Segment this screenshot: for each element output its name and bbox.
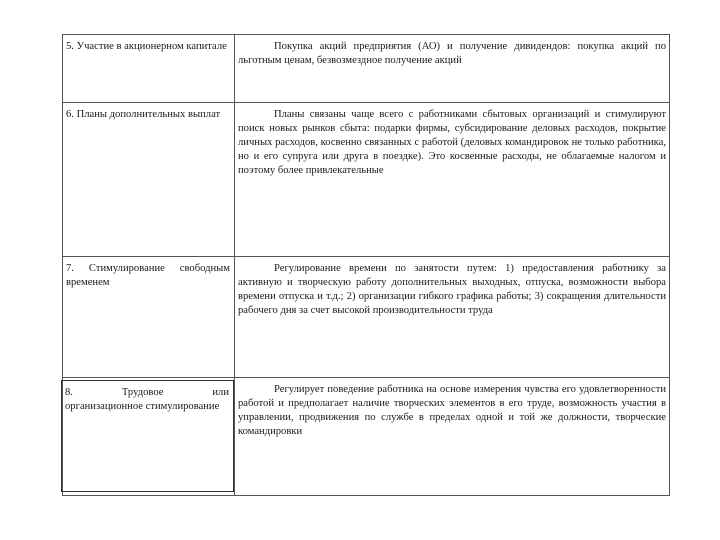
- row-description: Регулирует поведение работника на основе измерения чувства его удовлетворенности работой и предполагает наличие творческих элементов в его труде, возможность участия в управлении, продвижения по службе в пределах одной и той же должности, творческие командировки: [234, 378, 669, 495]
- table-row: [63, 378, 669, 496]
- row-category-line1: 8. Трудовое или: [65, 387, 229, 398]
- row-category: [61, 380, 234, 492]
- row-description: Планы связаны чаще всего с работниками сбытовых организаций и стимулируют поиск новых рынков сбыта: подарки фирмы, субсидирование деловых расходов, покрытие личных расходов, косвенно связанных с работой (деловых командировок не только работника, но и его супруга или друга в поездке). Это косвенные расходы, не облагаемые налогом и поэтому более привлекательные: [234, 103, 669, 256]
- row-category: 6. Планы дополнительных выплат: [66, 109, 221, 120]
- row-description: Регулирование времени по занятости путем: 1) предоставления работнику за активную и творческую работу дополнительных выходных, отпуска, возможности выбора времени отпуска и т.д.; 2) организации гибкого графика работы; 3) сокращения длительности рабочего дня за счет высокой производительности труда: [234, 257, 669, 377]
- incentives-table: [62, 34, 670, 496]
- row-category-rest: организационное стимулирование: [65, 401, 220, 412]
- row-category: 7. Стимулирование свободным временем: [66, 263, 230, 288]
- row-description: Покупка акций предприятия (АО) и получение дивидендов: покупка акций по льготным ценам, безвозмездное получение акций: [234, 35, 669, 102]
- table-row: [63, 257, 669, 378]
- table-row: [63, 103, 669, 257]
- row-category: 5. Участие в акционерном капитале: [66, 41, 227, 52]
- table-row: [63, 35, 669, 103]
